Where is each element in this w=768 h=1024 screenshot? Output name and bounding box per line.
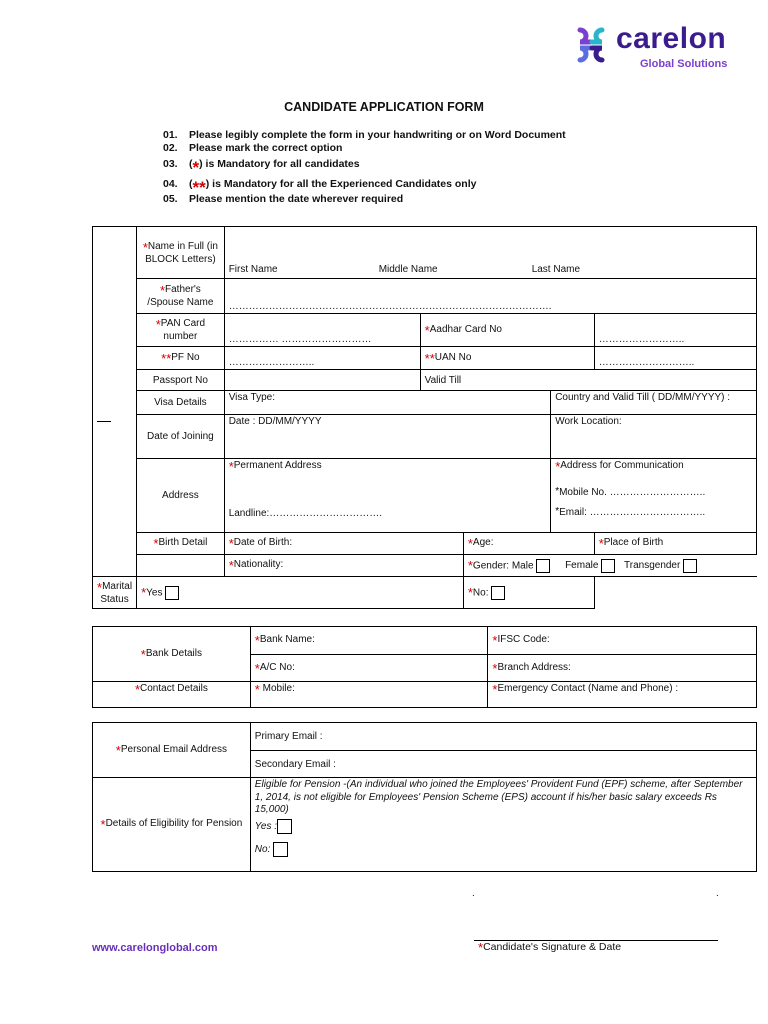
pension-no-checkbox[interactable] (273, 842, 288, 857)
email-pension-table (92, 722, 757, 872)
bank-label: *Bank Details (93, 627, 251, 682)
instruction-item: 04. (**) is Mandatory for all the Experienced Candidates only (163, 178, 477, 197)
doj-label: Date of Joining (137, 415, 225, 459)
aadhar-field[interactable]: …………………….. (594, 314, 756, 347)
ac-field[interactable]: *A/C No: (250, 655, 488, 682)
visa-label: Visa Details (137, 391, 225, 415)
mobile-field[interactable]: * Mobile: (250, 682, 488, 708)
work-location-field[interactable]: Work Location: (551, 415, 757, 459)
passport-field[interactable] (224, 370, 420, 391)
nationality-spacer (137, 555, 225, 577)
bank-name-field[interactable]: *Bank Name: (250, 627, 488, 655)
carelon-mark-icon (570, 24, 612, 66)
address-label: Address (137, 459, 225, 533)
aadhar-label: *Aadhar Card No (420, 314, 594, 347)
pension-field: Eligible for Pension -(An individual who joined the Employees' Provident Fund (EPF) scheme, after September 1, 2014, is not eligible for Employees' Pension Scheme (EPS) account if his/her basic salary exceeds Rs 15,000) Yes : No: (250, 778, 756, 872)
email-label: *Personal Email Address (93, 723, 251, 778)
pension-label: *Details of Eligibility for Pension (93, 778, 251, 872)
pf-label: **PF No (137, 347, 225, 370)
visa-country-field[interactable]: Country and Valid Till ( DD/MM/YYYY) : (551, 391, 757, 415)
instruction-item: 05. Please mention the date wherever required (163, 193, 404, 205)
communication-address-field[interactable]: *Address for Communication *Mobile No. ……………………….. *Email: …………………………….. (551, 459, 757, 533)
visa-type-field[interactable]: Visa Type: (224, 391, 551, 415)
gender-male-checkbox[interactable] (536, 559, 550, 573)
brand-name: carelon (616, 22, 727, 55)
form-title: CANDIDATE APPLICATION FORM (284, 100, 484, 114)
pension-yes-checkbox[interactable] (277, 819, 292, 834)
age-field[interactable]: *Age: (463, 533, 594, 555)
instructions (163, 130, 566, 207)
marital-label: *Marital Status (93, 577, 137, 609)
personal-details-table (92, 226, 757, 609)
name-label: *Name in Full (in BLOCK Letters) (137, 227, 225, 279)
valid-till-field[interactable]: Valid Till (420, 370, 756, 391)
pan-label: *PAN Card number (137, 314, 225, 347)
father-field[interactable]: ……………………………………………………………………………………. (224, 279, 756, 314)
doj-field[interactable]: Date : DD/MM/YYYY (224, 415, 551, 459)
signature-dot-left: . (472, 888, 475, 899)
ifsc-field[interactable]: *IFSC Code: (488, 627, 757, 655)
brand-sub: Global Solutions (640, 58, 728, 70)
signature-dot-right: . (716, 888, 719, 899)
photo-area[interactable] (93, 227, 137, 577)
uan-label: **UAN No (420, 347, 594, 370)
signature-label: *Candidate's Signature & Date (478, 940, 622, 955)
name-field[interactable]: First Name Middle Name Last Name (224, 227, 756, 279)
website-link[interactable]: www.carelonglobal.com (92, 942, 218, 954)
pan-field[interactable]: …………… ……………………… (224, 314, 420, 347)
dob-field[interactable]: *Date of Birth: (224, 533, 463, 555)
passport-label: Passport No (137, 370, 225, 391)
gender-field: *Gender: Male Female Transgender (463, 555, 756, 577)
gender-transgender-checkbox[interactable] (683, 559, 697, 573)
permanent-address-field[interactable]: *Permanent Address Landline:……………………………. (224, 459, 551, 533)
instruction-item: 03. (*) is Mandatory for all candidates (163, 158, 360, 177)
branch-field[interactable]: *Branch Address: (488, 655, 757, 682)
instruction-item: 02. Please mark the correct option (163, 142, 343, 154)
marital-yes-field: *Yes (137, 577, 464, 609)
secondary-email-field[interactable]: Secondary Email : (250, 751, 756, 778)
pob-field[interactable]: *Place of Birth (594, 533, 756, 555)
marital-yes-checkbox[interactable] (165, 586, 179, 600)
contact-label: *Contact Details (93, 682, 251, 708)
bank-contact-table (92, 626, 757, 708)
marital-no-checkbox[interactable] (491, 586, 505, 600)
marital-no-field: *No: (463, 577, 594, 609)
uan-field[interactable]: ……………………….. (594, 347, 756, 370)
nationality-field[interactable]: *Nationality: (224, 555, 463, 577)
birth-label: *Birth Detail (137, 533, 225, 555)
pf-field[interactable]: …………………….. (224, 347, 420, 370)
instruction-item: 01. Please legibly complete the form in your handwriting or on Word Document (163, 129, 566, 141)
carelon-logo (570, 22, 750, 72)
father-label: *Father's /Spouse Name (137, 279, 225, 314)
emergency-field[interactable]: *Emergency Contact (Name and Phone) : (488, 682, 757, 708)
primary-email-field[interactable]: Primary Email : (250, 723, 756, 751)
gender-female-checkbox[interactable] (601, 559, 615, 573)
